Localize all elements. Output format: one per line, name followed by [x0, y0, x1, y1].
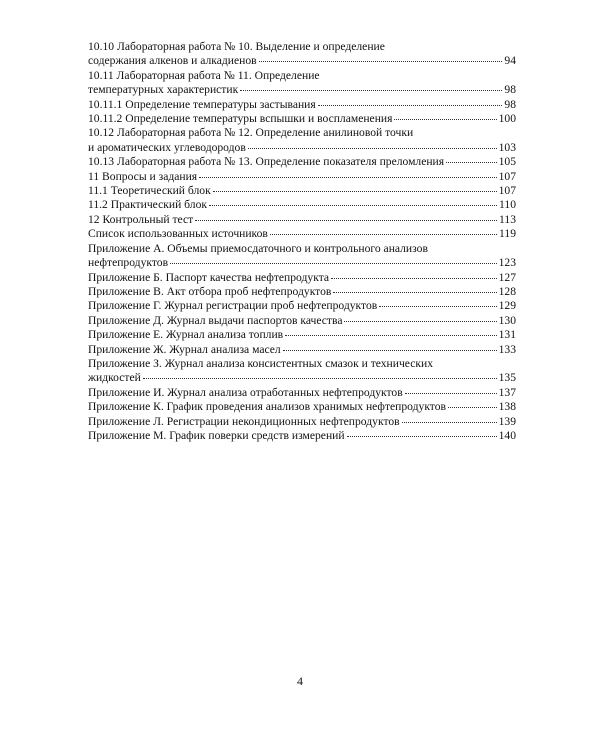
dot-leader	[240, 89, 502, 91]
toc-entry	[88, 40, 516, 69]
dot-leader	[170, 262, 497, 264]
toc-entry-title: Список использованных источников	[88, 227, 268, 241]
toc-entry	[88, 415, 516, 429]
toc-entry-final-line	[88, 170, 516, 184]
toc-entry-title: Приложение В. Акт отбора проб нефтепродуктов	[88, 284, 332, 298]
dot-leader	[394, 118, 496, 120]
dot-leader	[248, 147, 497, 149]
toc-entry-final-line	[88, 112, 516, 126]
toc-entry-final-line	[88, 271, 516, 285]
toc-entry-title: 12 Контрольный тест	[88, 212, 194, 226]
toc-entry-title: и ароматических углеводородов	[88, 140, 246, 154]
toc-entry-title: Приложение Л. Регистрации некондиционных нефтепродуктов	[88, 414, 400, 428]
toc-entry-title: Приложение М. График поверки средств измерений	[88, 428, 345, 442]
toc-entry	[88, 213, 516, 227]
toc-entry-final-line	[88, 328, 516, 342]
toc-entry-page: 107	[498, 169, 516, 183]
toc-entry-final-line	[88, 299, 516, 313]
toc-entry-title: Приложение Б. Паспорт качества нефтепродукта	[88, 270, 330, 284]
toc-entry-final-line	[88, 429, 516, 443]
toc-entry-page: 139	[498, 414, 516, 428]
toc-entry-title: 10.11 Лабораторная работа № 11. Определение	[88, 68, 320, 82]
dot-leader	[259, 60, 503, 62]
toc-entry-final-line	[88, 285, 516, 299]
toc-entry-title: 10.13 Лабораторная работа № 13. Определение показателя преломления	[88, 155, 445, 169]
toc-entry-title: жидкостей	[88, 371, 141, 385]
dot-leader	[270, 233, 497, 235]
toc-entry-page: 123	[498, 256, 516, 270]
toc-entry-page: 98	[504, 97, 516, 111]
toc-entry-final-line	[88, 213, 516, 227]
table-of-contents	[88, 40, 516, 443]
dot-leader	[195, 219, 497, 221]
toc-entry-final-line	[88, 343, 516, 357]
toc-entry-page: 131	[498, 328, 516, 342]
toc-entry-title: нефтепродуктов	[88, 256, 169, 270]
toc-entry	[88, 170, 516, 184]
toc-entry-title: Приложение А. Объемы приемосдаточного и контрольного анализов	[88, 241, 428, 255]
toc-entry-page: 107	[498, 184, 516, 198]
toc-entry-final-line	[88, 415, 516, 429]
toc-entry-line	[88, 357, 516, 371]
toc-entry	[88, 126, 516, 155]
toc-entry-page: 105	[498, 155, 516, 169]
toc-entry	[88, 198, 516, 212]
toc-entry-final-line	[88, 98, 516, 112]
toc-entry-title: 11.1 Теоретический блок	[88, 184, 211, 198]
toc-entry-title: Приложение Ж. Журнал анализа масел	[88, 342, 281, 356]
dot-leader	[405, 392, 497, 394]
toc-entry-final-line	[88, 198, 516, 212]
toc-entry-page: 137	[498, 385, 516, 399]
toc-entry	[88, 343, 516, 357]
dot-leader	[331, 277, 497, 279]
toc-entry	[88, 271, 516, 285]
toc-entry-page: 110	[499, 198, 516, 212]
dot-leader	[213, 190, 497, 192]
toc-entry-page: 130	[498, 313, 516, 327]
toc-entry-page: 100	[498, 112, 516, 126]
dot-leader	[143, 377, 497, 379]
dot-leader	[448, 406, 497, 408]
dot-leader	[344, 320, 496, 322]
toc-entry	[88, 429, 516, 443]
toc-entry-title: содержания алкенов и алкадиенов	[88, 54, 257, 68]
toc-entry	[88, 98, 516, 112]
dot-leader	[285, 334, 496, 336]
toc-entry-title: Приложение Д. Журнал выдачи паспортов качества	[88, 313, 343, 327]
toc-entry-final-line	[88, 314, 516, 328]
toc-entry-page: 113	[499, 212, 516, 226]
toc-entry	[88, 112, 516, 126]
page-number: 4	[297, 674, 303, 688]
dot-leader	[199, 176, 496, 178]
toc-entry-final-line	[88, 386, 516, 400]
toc-entry-final-line	[88, 256, 516, 270]
toc-entry-final-line	[88, 184, 516, 198]
toc-entry-line	[88, 40, 516, 54]
toc-entry-title: Приложение И. Журнал анализа отработанных нефтепродуктов	[88, 385, 403, 399]
toc-entry	[88, 285, 516, 299]
toc-entry-title: Приложение Е. Журнал анализа топлив	[88, 328, 284, 342]
toc-entry-final-line	[88, 141, 516, 155]
toc-entry	[88, 400, 516, 414]
toc-entry-title: Приложение К. График проведения анализов хранимых нефтепродуктов	[88, 400, 446, 414]
toc-entry	[88, 357, 516, 386]
toc-entry-page: 129	[498, 299, 516, 313]
toc-entry-title: 10.12 Лабораторная работа № 12. Определение анилиновой точки	[88, 126, 414, 140]
toc-entry	[88, 299, 516, 313]
toc-entry-line	[88, 69, 516, 83]
toc-entry	[88, 314, 516, 328]
dot-leader	[318, 104, 503, 106]
toc-entry-title: 10.11.1 Определение температуры застывания	[88, 97, 316, 111]
toc-entry-title: Приложение Г. Журнал регистрации проб нефтепродуктов	[88, 299, 378, 313]
toc-entry-page: 133	[498, 342, 516, 356]
toc-entry-title: 10.11.2 Определение температуры вспышки и воспламенения	[88, 112, 393, 126]
dot-leader	[379, 305, 496, 307]
toc-entry	[88, 155, 516, 169]
toc-entry-final-line	[88, 155, 516, 169]
toc-entry-page: 98	[504, 83, 516, 97]
dot-leader	[209, 204, 497, 206]
toc-entry-title: 10.10 Лабораторная работа № 10. Выделение и определение	[88, 40, 385, 53]
dot-leader	[333, 291, 496, 293]
toc-entry-title: температурных характеристик	[88, 83, 239, 97]
toc-entry-line	[88, 242, 516, 256]
toc-entry-title: Приложение З. Журнал анализа консистентных смазок и технических	[88, 356, 434, 370]
toc-entry-page: 119	[499, 227, 516, 241]
toc-entry-title: 11 Вопросы и задания	[88, 169, 198, 183]
toc-entry	[88, 328, 516, 342]
toc-entry-title: 11.2 Практический блок	[88, 198, 207, 212]
toc-entry-final-line	[88, 400, 516, 414]
dot-leader	[402, 421, 497, 423]
dot-leader	[347, 435, 497, 437]
toc-entry-line	[88, 126, 516, 140]
toc-entry-page: 94	[504, 54, 516, 68]
toc-entry-page: 138	[498, 400, 516, 414]
dot-leader	[446, 161, 497, 163]
toc-entry-page: 140	[498, 428, 516, 442]
toc-entry	[88, 184, 516, 198]
toc-entry-page: 127	[498, 270, 516, 284]
toc-entry	[88, 386, 516, 400]
toc-entry-final-line	[88, 227, 516, 241]
toc-entry-page: 128	[498, 284, 516, 298]
toc-entry	[88, 227, 516, 241]
toc-entry-final-line	[88, 83, 516, 97]
toc-entry	[88, 242, 516, 271]
toc-entry-final-line	[88, 371, 516, 385]
toc-entry-page: 103	[498, 140, 516, 154]
dot-leader	[283, 349, 497, 351]
toc-entry-page: 135	[498, 371, 516, 385]
toc-entry	[88, 69, 516, 98]
toc-entry-final-line	[88, 54, 516, 68]
